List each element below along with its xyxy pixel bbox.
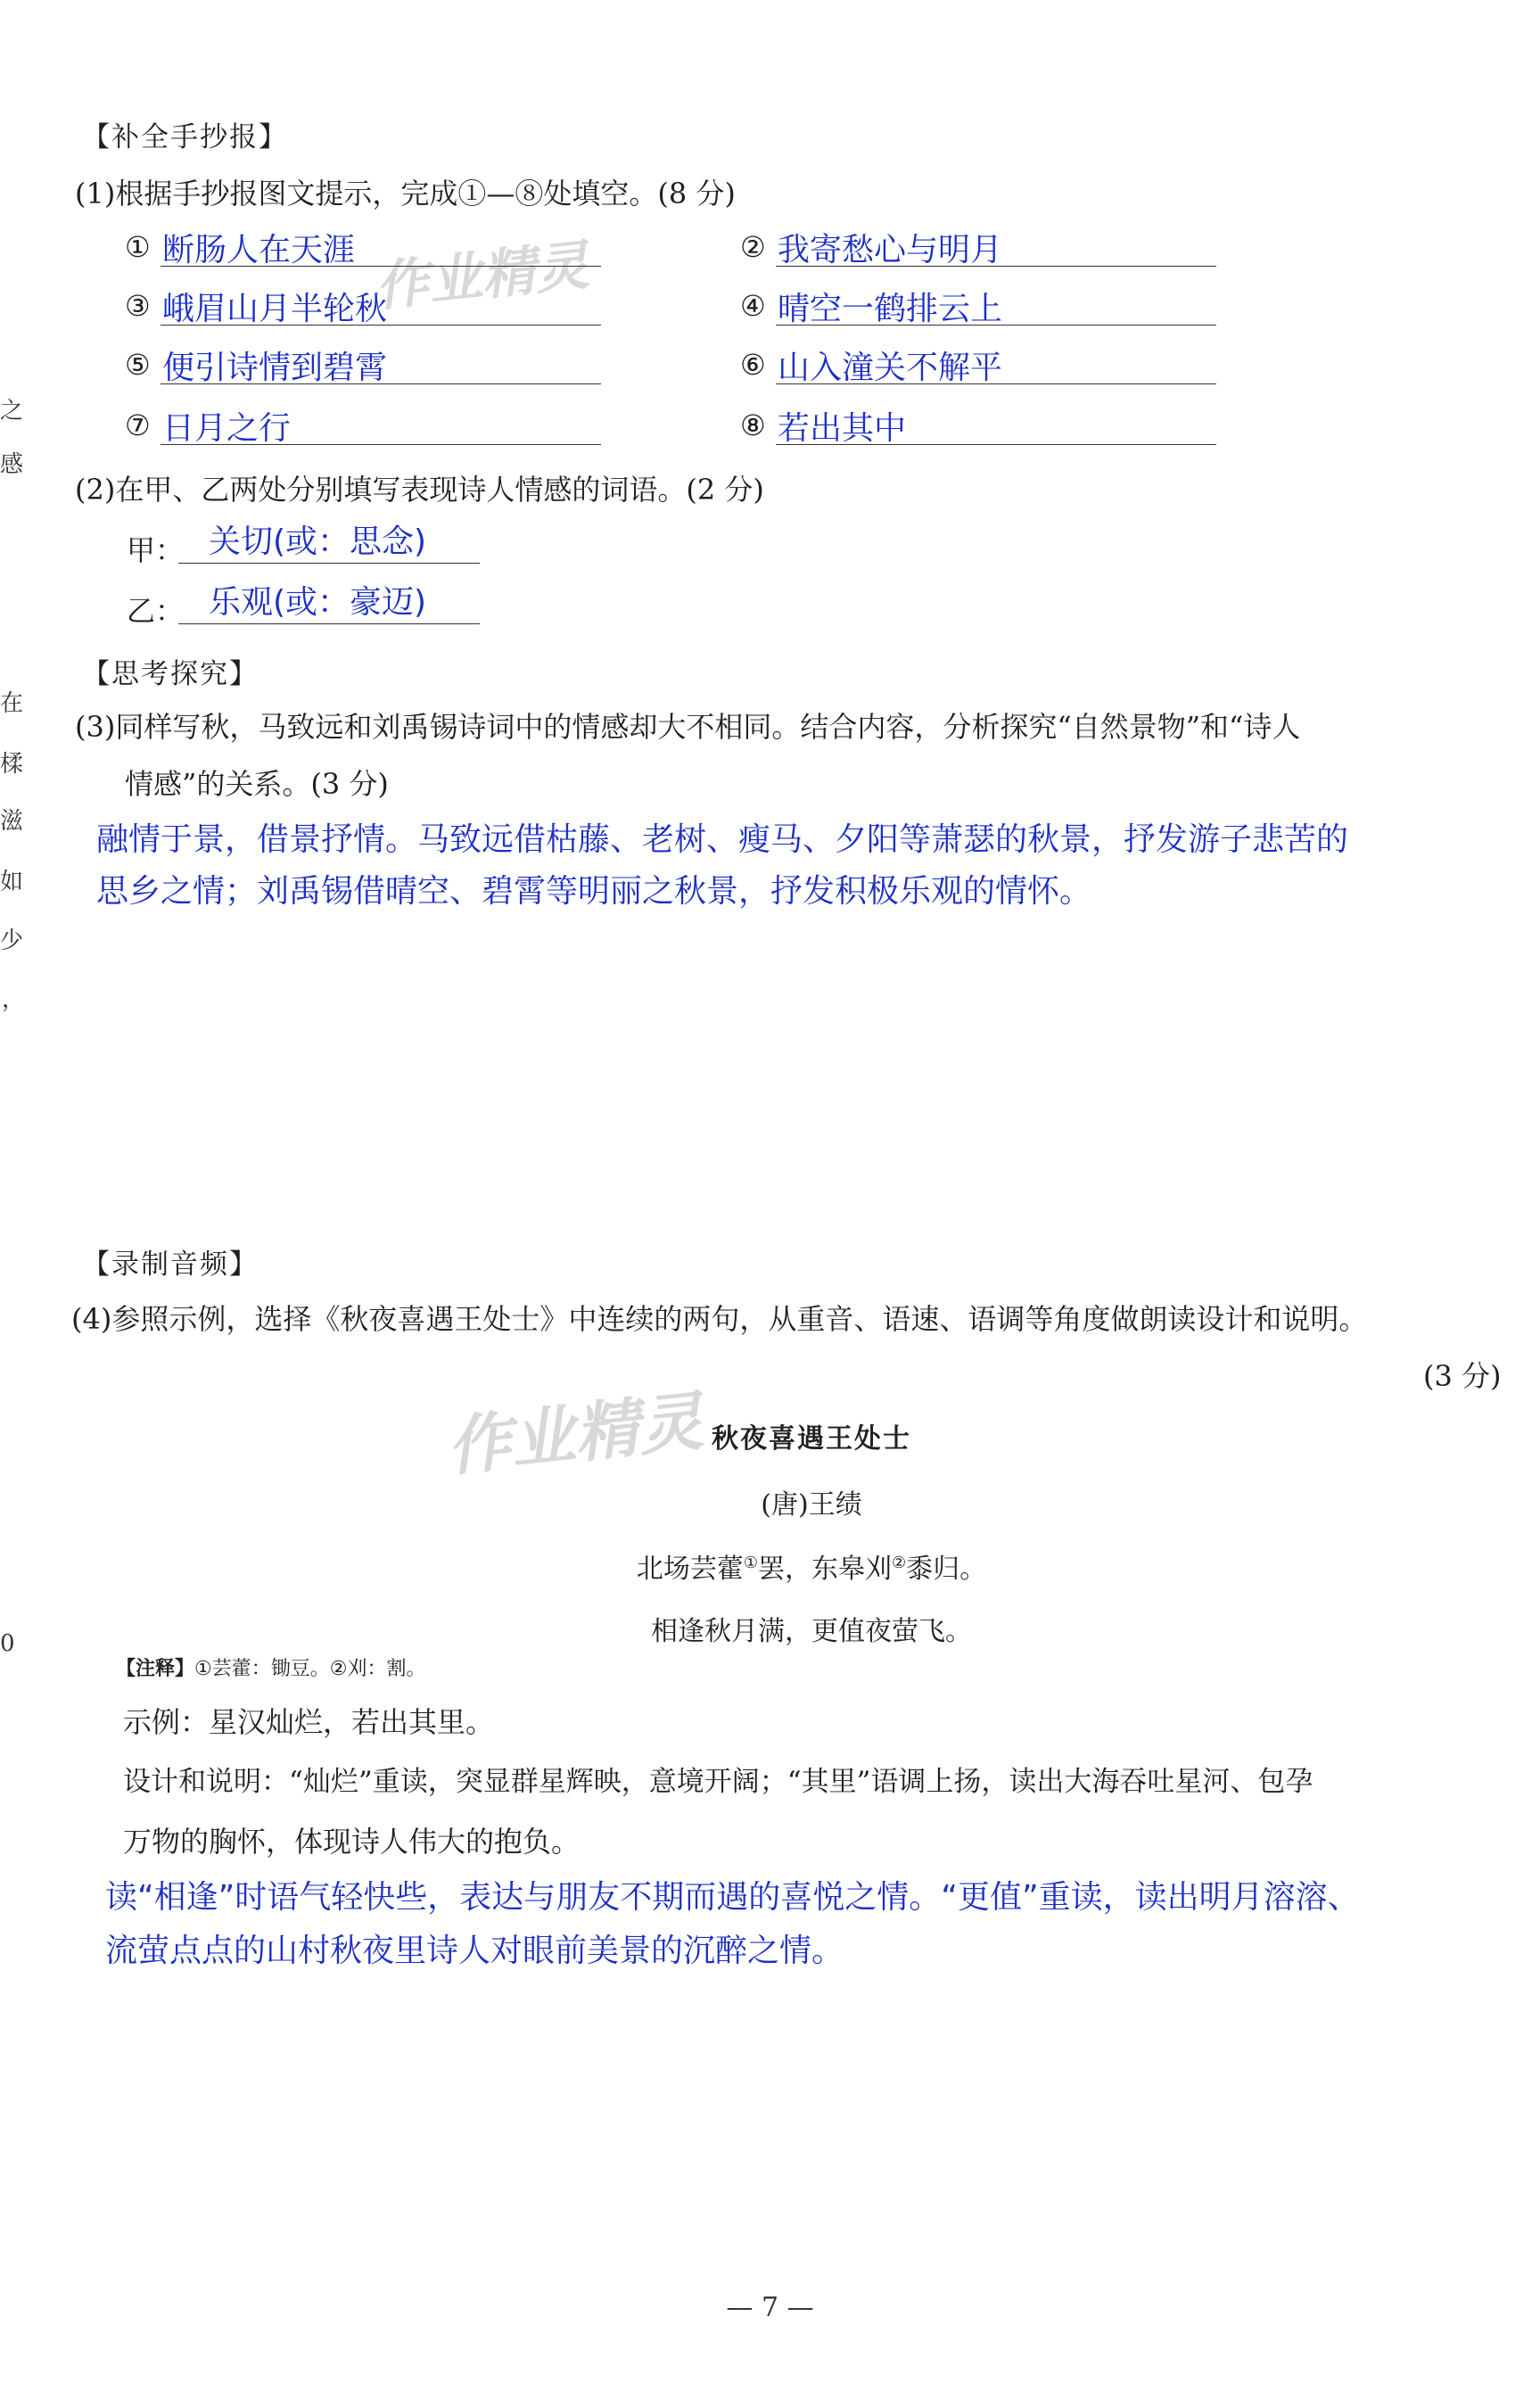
example: 示例：星汉灿烂，若出其里。 (123, 1705, 495, 1739)
section-title-thinking: 【思考探究】 (82, 658, 259, 690)
answer-4-line2: 流萤点点的山村秋夜里诗人对眼前美景的沉醉之情。 (105, 1933, 844, 1969)
poem-title: 秋夜喜遇王处士 (712, 1423, 911, 1455)
margin-char: 之 (0, 398, 24, 425)
blank-answer: 晴空一鹤排云上 (776, 284, 1216, 326)
margin-char: 0 (0, 1630, 15, 1657)
margin-char: 感 (0, 451, 24, 478)
design-line-1: 设计和说明：“灿烂”重读，突显群星辉映，意境开阔；“其里”语调上扬，读出大海吞吐星河、包孕 (123, 1766, 1314, 1798)
blank-8 (740, 403, 1222, 446)
question-4: (4)参照示例，选择《秋夜喜遇王处士》中连续的两句，从重音、语速、语调等角度做朗读设计和说明。 (71, 1302, 1368, 1336)
margin-char: ， (2, 986, 26, 1013)
blank-number: ⑧ (740, 408, 766, 442)
blank-answer: 断肠人在天涯 (161, 225, 601, 267)
poem-text: 罢，东皋刈 (758, 1554, 892, 1585)
annotation (116, 1653, 425, 1681)
jia-label: 甲： (127, 533, 185, 567)
answer-3-line2: 思乡之情；刘禹锡借晴空、碧霄等明丽之秋景，抒发积极乐观的情怀。 (96, 873, 1092, 910)
blank-answer: 山入潼关不解平 (776, 342, 1216, 384)
question-1: (1)根据手抄报图文提示，完成①—⑧处填空。(8 分) (75, 177, 736, 210)
poem-line-1 (535, 1546, 1088, 1586)
watermark: 作业精灵 (372, 234, 592, 319)
jia-answer: 关切(或：思念) (178, 517, 480, 564)
design-line-2: 万物的胸怀，体现诗人伟大的抱负。 (123, 1825, 581, 1859)
blank-number: ⑥ (740, 348, 766, 382)
blank-number: ① (125, 230, 151, 264)
poem-line-2: 相逢秋月满，更值夜萤飞。 (651, 1616, 972, 1647)
yi-label: 乙： (127, 594, 185, 628)
blank-1 (125, 225, 606, 268)
footnote-marker: ① (743, 1554, 758, 1572)
section-title-audio: 【录制音频】 (82, 1249, 259, 1281)
poem-block (535, 1416, 1088, 1648)
page-number: — 7 — (726, 2292, 814, 2323)
annotation-text: ①芸藿：锄豆。②刈：割。 (194, 1658, 426, 1680)
margin-char: 滋 (0, 808, 24, 835)
margin-char: 如 (0, 869, 24, 895)
section-title-handout: 【补全手抄报】 (82, 121, 288, 153)
blank-4 (740, 284, 1222, 326)
question-2: (2)在甲、乙两处分别填写表现诗人情感的词语。(2 分) (75, 473, 764, 507)
blank-number: ③ (125, 289, 151, 323)
blank-answer: 若出其中 (776, 403, 1216, 445)
question-3-line1: (3)同样写秋，马致远和刘禹锡诗词中的情感却大不相同。结合内容，分析探究“自然景物”和“诗人 (75, 710, 1301, 744)
margin-char: 在 (0, 690, 24, 717)
blank-2 (740, 225, 1222, 268)
blank-number: ④ (740, 289, 766, 323)
blank-3 (125, 284, 606, 326)
poem-text: 黍归。 (906, 1554, 987, 1585)
margin-char: 楺 (0, 751, 24, 778)
blank-5 (125, 342, 606, 385)
blank-answer: 便引诗情到碧霄 (161, 342, 601, 384)
blank-answer: 峨眉山月半轮秋 (161, 284, 601, 326)
footnote-marker: ② (892, 1554, 907, 1572)
poem-author: (唐)王绩 (761, 1489, 862, 1521)
annotation-label: 【注释】 (116, 1658, 195, 1680)
blank-7 (125, 403, 606, 446)
watermark: 作业精灵 (443, 1383, 707, 1485)
question-4-score: (3 分) (1423, 1359, 1502, 1393)
blank-answer: 日月之行 (161, 403, 601, 445)
blank-number: ⑦ (125, 408, 151, 442)
blank-number: ② (740, 230, 766, 264)
question-3-line2: 情感”的关系。(3 分) (125, 767, 389, 801)
blank-answer: 我寄愁心与明月 (776, 225, 1216, 267)
answer-3-line1: 融情于景，借景抒情。马致远借枯藤、老树、瘦马、夕阳等萧瑟的秋景，抒发游子悲苦的 (96, 821, 1349, 858)
margin-char: 少 (0, 927, 24, 954)
poem-text: 北场芸藿 (636, 1554, 744, 1585)
answer-4-line1: 读“相逢”时语气轻快些，表达与朋友不期而遇的喜悦之情。“更值”重读，读出明月溶溶、 (105, 1879, 1360, 1916)
blank-6 (740, 342, 1222, 385)
blank-number: ⑤ (125, 348, 151, 382)
yi-answer: 乐观(或：豪迈) (178, 578, 480, 624)
